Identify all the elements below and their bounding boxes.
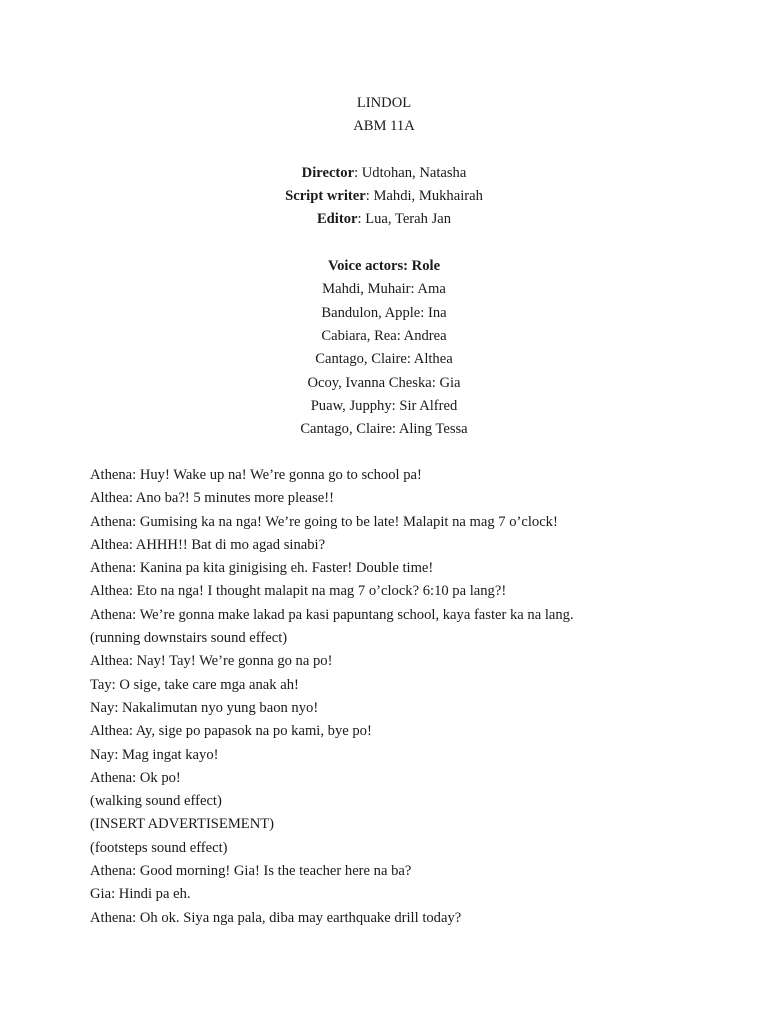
- script-body: [90, 464, 730, 930]
- script-line: Athena: Oh ok. Siya nga pala, diba may earthquake drill today?: [90, 909, 462, 926]
- cast-member: Puaw, Jupphy: Sir Alfred: [310, 397, 458, 414]
- document-title: LINDOL: [356, 95, 412, 111]
- script-line: Nay: Nakalimutan nyo yung baon nyo!: [90, 699, 319, 716]
- spacer: [0, 139, 768, 162]
- credit-label: Director: [301, 164, 355, 181]
- cast-member: Cantago, Claire: Aling Tessa: [300, 421, 468, 438]
- credit-label: Script writer: [285, 188, 366, 205]
- script-line: (footsteps sound effect): [90, 839, 228, 856]
- cast-member: Bandulon, Apple: Ina: [321, 304, 447, 321]
- class-section: ABM 11A: [353, 118, 415, 135]
- script-line: Athena: Good morning! Gia! Is the teacher here na ba?: [90, 863, 412, 880]
- credit-label: Editor: [316, 211, 358, 228]
- script-line: (INSERT ADVERTISEMENT): [90, 816, 275, 833]
- script-line: Athena: Kanina pa kita ginigising eh. Faster! Double time!: [90, 560, 434, 577]
- script-line: Althea: AHHH!! Bat di mo agad sinabi?: [90, 536, 326, 553]
- cast-heading: [0, 255, 768, 278]
- script-line: Nay: Mag ingat kayo!: [90, 746, 219, 763]
- script-line: Althea: Nay! Tay! We’re gonna go na po!: [90, 653, 333, 670]
- script-line: Gia: Hindi pa eh.: [90, 886, 191, 903]
- script-line: Athena: Huy! Wake up na! We’re gonna go to school pa!: [90, 467, 422, 483]
- credit-editor: [0, 208, 768, 231]
- credit-value: : Lua, Terah Jan: [357, 211, 452, 228]
- title-block: [0, 92, 768, 441]
- script-line: Althea: Ano ba?! 5 minutes more please!!: [90, 490, 334, 507]
- script-line: Athena: We’re gonna make lakad pa kasi papuntang school, kaya faster ka na lang.: [90, 606, 574, 623]
- credit-value: : Udtohan, Natasha: [354, 164, 467, 181]
- script-line: (running downstairs sound effect): [90, 630, 288, 647]
- script-line: Althea: Eto na nga! I thought malapit na mag 7 o’clock? 6:10 pa lang?!: [90, 583, 507, 600]
- cast-heading-text: Voice actors: Role: [327, 258, 441, 275]
- script-line: (walking sound effect): [90, 793, 222, 810]
- cast-member: Cantago, Claire: Althea: [315, 351, 453, 368]
- spacer: [0, 232, 768, 255]
- cast-member: Cabiara, Rea: Andrea: [321, 327, 447, 344]
- script-line: Tay: O sige, take care mga anak ah!: [90, 676, 299, 693]
- script-line: Athena: Gumising ka na nga! We’re going to be late! Malapit na mag 7 o’clock!: [90, 513, 558, 530]
- cast-member: Mahdi, Muhair: Ama: [322, 281, 446, 298]
- credit-value: : Mahdi, Mukhairah: [365, 188, 483, 205]
- credit-script-writer: [0, 185, 768, 208]
- cast-member: Ocoy, Ivanna Cheska: Gia: [307, 374, 461, 391]
- credit-director: [0, 162, 768, 185]
- script-line: Athena: Ok po!: [90, 769, 181, 786]
- script-line: Althea: Ay, sige po papasok na po kami, bye po!: [90, 723, 372, 740]
